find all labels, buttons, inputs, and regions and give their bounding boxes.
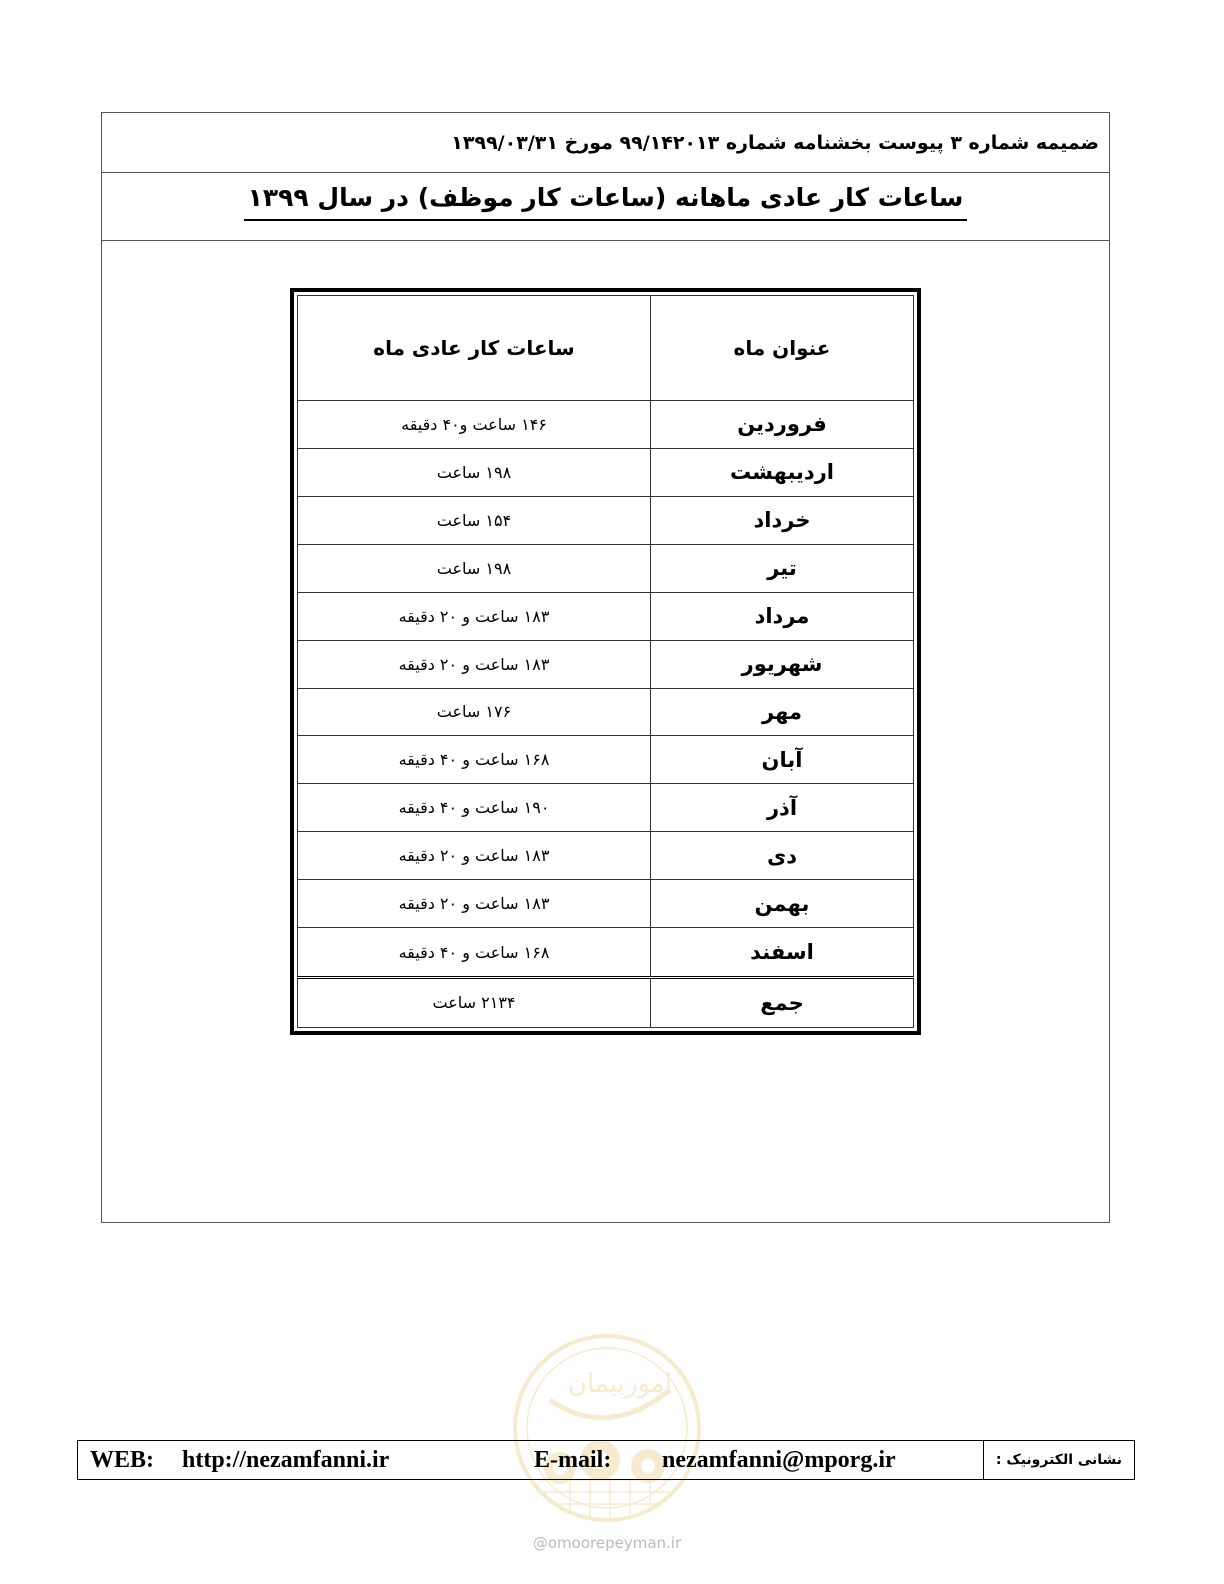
work-hours-cell: ۱۷۶ ساعت [298, 688, 651, 736]
page-title: ساعات کار عادی ماهانه (ساعات کار موظف) در سال ۱۳۹۹ [244, 183, 968, 221]
table-row [298, 784, 914, 832]
work-hours-cell: ۱۹۰ ساعت و ۴۰ دقیقه [298, 784, 651, 832]
month-name-cell: مرداد [651, 592, 914, 640]
table-body [298, 401, 914, 1028]
footer-contact-bar [77, 1440, 1135, 1480]
table-header-row [298, 296, 914, 401]
work-hours-cell: ۱۹۸ ساعت [298, 544, 651, 592]
monthly-hours-table [297, 295, 914, 1028]
month-name-cell: دی [651, 832, 914, 880]
table-row [298, 880, 914, 928]
month-name-cell: شهریور [651, 640, 914, 688]
work-hours-cell: ۱۸۳ ساعت و ۲۰ دقیقه [298, 832, 651, 880]
month-name-cell: اسفند [651, 928, 914, 978]
table-row [298, 496, 914, 544]
contact-label: نشانی الکترونیک : [995, 1452, 1123, 1468]
watermark-caption: @omoorepeyman.ir [532, 1534, 682, 1552]
table-row [298, 688, 914, 736]
month-column-header: عنوان ماه [651, 296, 914, 401]
work-hours-cell: ۱۸۳ ساعت و ۲۰ دقیقه [298, 880, 651, 928]
total-hours-cell: ۲۱۳۴ ساعت [298, 977, 651, 1027]
work-hours-cell: ۱۵۴ ساعت [298, 496, 651, 544]
website-link[interactable]: http://nezamfanni.ir [182, 1447, 390, 1473]
month-name-cell: آبان [651, 736, 914, 784]
month-name-cell: فروردین [651, 401, 914, 449]
month-name-cell: بهمن [651, 880, 914, 928]
hours-table-frame [290, 288, 921, 1035]
month-name-cell: تیر [651, 544, 914, 592]
email-link[interactable]: nezamfanni@mporg.ir [662, 1447, 896, 1473]
total-row [298, 977, 914, 1027]
work-hours-cell: ۱۴۶ ساعت و۴۰ دقیقه [298, 401, 651, 449]
work-hours-cell: ۱۶۸ ساعت و ۴۰ دقیقه [298, 928, 651, 978]
work-hours-cell: ۱۹۸ ساعت [298, 448, 651, 496]
table-row [298, 640, 914, 688]
total-label-cell: جمع [651, 977, 914, 1027]
table-row [298, 928, 914, 978]
table-row [298, 544, 914, 592]
month-name-cell: اردیبهشت [651, 448, 914, 496]
watermark-logo-text: امورپیمان [567, 1369, 673, 1399]
table-row [298, 448, 914, 496]
work-hours-cell: ۱۶۸ ساعت و ۴۰ دقیقه [298, 736, 651, 784]
web-label: WEB: [90, 1447, 155, 1473]
month-name-cell: آذر [651, 784, 914, 832]
hours-column-header: ساعات کار عادی ماه [298, 296, 651, 401]
table-row [298, 401, 914, 449]
table-row [298, 592, 914, 640]
table-row [298, 832, 914, 880]
month-name-cell: خرداد [651, 496, 914, 544]
work-hours-cell: ۱۸۳ ساعت و ۲۰ دقیقه [298, 592, 651, 640]
month-name-cell: مهر [651, 688, 914, 736]
title-row [102, 173, 1109, 241]
table-row [298, 736, 914, 784]
omoorepeyman-logo-watermark [510, 1330, 704, 1526]
email-label: E-mail: [534, 1447, 612, 1473]
work-hours-cell: ۱۸۳ ساعت و ۲۰ دقیقه [298, 640, 651, 688]
annex-reference: ضمیمه شماره ۳ پیوست بخشنامه شماره ۹۹/۱۴۲۰۱۳ مورخ ۱۳۹۹/۰۳/۳۱ [102, 113, 1109, 173]
